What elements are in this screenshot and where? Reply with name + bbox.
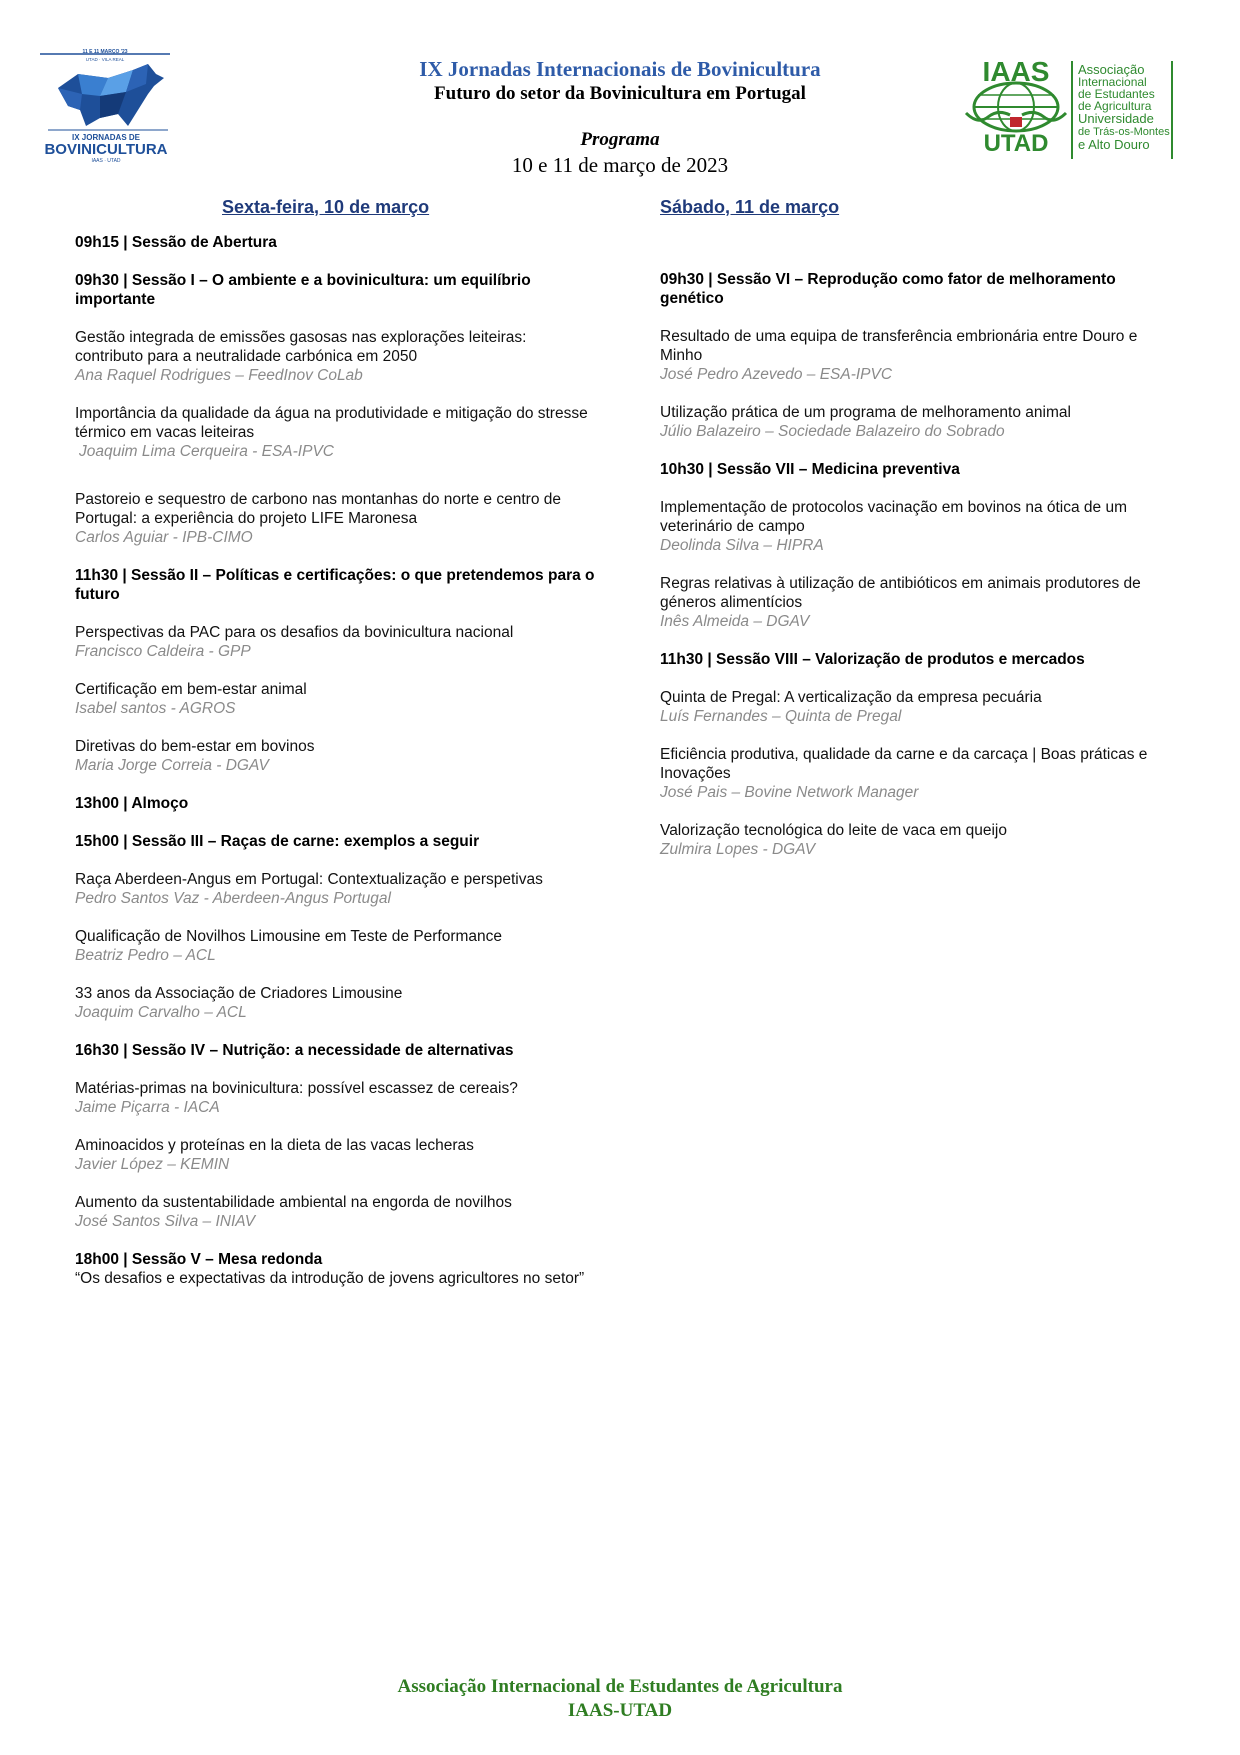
talk-item xyxy=(75,1193,595,1231)
talk-speaker: Ana Raquel Rodrigues – FeedInov CoLab xyxy=(75,367,363,384)
talk-title: Regras relativas à utilização de antibióticos em animais produtores de géneros alimentícios xyxy=(660,575,1141,611)
talk-speaker: Joaquim Lima Cerqueira - ESA-IPVC xyxy=(79,443,334,460)
session-heading: 18h00 | Sessão V – Mesa redonda xyxy=(75,1251,323,1268)
talk-title: Gestão integrada de emissões gasosas nas explorações leiteiras: contributo para a neutralidade carbónica em 2050 xyxy=(75,329,527,365)
talk-speaker: Luís Fernandes – Quinta de Pregal xyxy=(660,708,902,725)
talk-item xyxy=(75,1079,595,1117)
session-heading: 10h30 | Sessão VII – Medicina preventiva xyxy=(660,461,960,478)
talk-speaker: Carlos Aguiar - IPB-CIMO xyxy=(75,529,253,546)
talk-item xyxy=(75,623,595,661)
talk-item xyxy=(660,574,1180,631)
svg-text:UTAD · VILA REAL: UTAD · VILA REAL xyxy=(85,57,125,62)
svg-text:IX JORNADAS DE: IX JORNADAS DE xyxy=(71,133,141,142)
footer-acronym: IAAS-UTAD xyxy=(567,1700,673,1721)
talk-speaker: Maria Jorge Correia - DGAV xyxy=(75,757,269,774)
talk-speaker: José Santos Silva – INIAV xyxy=(75,1213,256,1230)
talk-title: Aumento da sustentabilidade ambiental na engorda de novilhos xyxy=(75,1194,512,1211)
talk-title: Certificação em bem-estar animal xyxy=(75,681,307,698)
session-heading: 09h15 | Sessão de Abertura xyxy=(75,234,277,251)
svg-text:IAAS · UTAD: IAAS · UTAD xyxy=(91,158,121,164)
talk-title: Diretivas do bem-estar em bovinos xyxy=(75,738,315,755)
talk-speaker: Isabel santos - AGROS xyxy=(75,700,236,717)
svg-text:11 E 11 MARÇO '23: 11 E 11 MARÇO '23 xyxy=(82,49,128,55)
event-dates: 10 e 11 de março de 2023 xyxy=(511,153,729,177)
talk-speaker: José Pedro Azevedo – ESA-IPVC xyxy=(660,366,893,383)
talk-title: 33 anos da Associação de Criadores Limousine xyxy=(75,985,403,1002)
page-header xyxy=(300,56,940,178)
talk-speaker: Javier López – KEMIN xyxy=(75,1156,230,1173)
svg-text:Associação: Associação xyxy=(1078,62,1145,77)
svg-text:de Trás-os-Montes: de Trás-os-Montes xyxy=(1078,126,1170,138)
session-heading: 11h30 | Sessão II – Políticas e certificações: o que pretendemos para o futuro xyxy=(75,567,595,603)
talk-speaker: Joaquim Carvalho – ACL xyxy=(75,1004,247,1021)
talk-speaker: Pedro Santos Vaz - Aberdeen-Angus Portugal xyxy=(75,890,391,907)
svg-text:Universidade: Universidade xyxy=(1078,111,1154,126)
talk-speaker: Francisco Caldeira - GPP xyxy=(75,643,251,660)
talk-speaker: Júlio Balazeiro – Sociedade Balazeiro do Sobrado xyxy=(660,423,1005,440)
svg-text:de Estudantes: de Estudantes xyxy=(1078,87,1155,101)
session-heading: 13h00 | Almoço xyxy=(75,795,189,812)
saturday-heading: Sábado, 11 de março xyxy=(660,197,840,217)
round-table-topic: “Os desafios e expectativas da introdução de jovens agricultores no setor” xyxy=(75,1270,585,1287)
talk-item xyxy=(660,403,1180,441)
talk-title: Perspectivas da PAC para os desafios da bovinicultura nacional xyxy=(75,624,514,641)
talk-item xyxy=(75,680,595,718)
talk-item xyxy=(75,328,595,385)
talk-title: Implementação de protocolos vacinação em bovinos na ótica de um veterinário de campo xyxy=(660,499,1127,535)
talk-title: Resultado de uma equipa de transferência embrionária entre Douro e Minho xyxy=(660,328,1138,364)
svg-text:Internacional: Internacional xyxy=(1078,75,1147,89)
talk-title: Pastoreio e sequestro de carbono nas montanhas do norte e centro de Portugal: a experiência do projeto LIFE Maronesa xyxy=(75,491,561,527)
talk-item xyxy=(75,737,595,775)
session-heading: 09h30 | Sessão VI – Reprodução como fator de melhoramento genético xyxy=(660,271,1116,307)
talk-item xyxy=(660,745,1180,802)
talk-title: Valorização tecnológica do leite de vaca em queijo xyxy=(660,822,1007,839)
event-title: IX Jornadas Internacionais de Bovinicultura xyxy=(419,57,821,81)
jornadas-bovinicultura-logo xyxy=(38,48,178,166)
talk-title: Raça Aberdeen-Angus em Portugal: Contextualização e perspetivas xyxy=(75,871,543,888)
talk-speaker: Zulmira Lopes - DGAV xyxy=(660,841,816,858)
saturday-column xyxy=(660,196,1180,859)
talk-item xyxy=(75,870,595,908)
talk-item xyxy=(75,490,595,547)
session-heading: 16h30 | Sessão IV – Nutrição: a necessidade de alternativas xyxy=(75,1042,514,1059)
talk-title: Aminoacidos y proteínas en la dieta de las vacas lecheras xyxy=(75,1137,474,1154)
session-heading: 11h30 | Sessão VIII – Valorização de produtos e mercados xyxy=(660,651,1085,668)
talk-item xyxy=(75,404,595,461)
svg-text:de Agricultura: de Agricultura xyxy=(1078,99,1152,113)
svg-text:e Alto Douro: e Alto Douro xyxy=(1078,137,1150,152)
talk-item xyxy=(75,984,595,1022)
session-heading: 15h00 | Sessão III – Raças de carne: exemplos a seguir xyxy=(75,833,480,850)
talk-item xyxy=(660,498,1180,555)
talk-item xyxy=(660,821,1180,859)
page-footer xyxy=(0,1675,1240,1723)
programa-label: Programa xyxy=(580,129,660,150)
talk-item xyxy=(75,927,595,965)
talk-item xyxy=(75,1136,595,1174)
talk-speaker: Deolinda Silva – HIPRA xyxy=(660,537,824,554)
svg-text:IAAS: IAAS xyxy=(982,56,1050,87)
footer-organization: Associação Internacional de Estudantes de Agricultura xyxy=(397,1676,843,1697)
talk-speaker: Beatriz Pedro – ACL xyxy=(75,947,216,964)
talk-item xyxy=(660,688,1180,726)
talk-item xyxy=(660,327,1180,384)
talk-speaker: José Pais – Bovine Network Manager xyxy=(660,784,919,801)
event-subtitle: Futuro do setor da Bovinicultura em Portugal xyxy=(434,83,806,104)
talk-title: Utilização prática de um programa de melhoramento animal xyxy=(660,404,1071,421)
talk-title: Eficiência produtiva, qualidade da carne e da carcaça | Boas práticas e Inovações xyxy=(660,746,1148,782)
talk-title: Importância da qualidade da água na produtividade e mitigação do stresse térmico em vacas leiteiras xyxy=(75,405,588,441)
talk-speaker: Jaime Piçarra - IACA xyxy=(75,1099,220,1116)
talk-title: Quinta de Pregal: A verticalização da empresa pecuária xyxy=(660,689,1042,706)
talk-title: Qualificação de Novilhos Limousine em Teste de Performance xyxy=(75,928,503,945)
session-heading: 09h30 | Sessão I – O ambiente e a bovinicultura: um equilíbrio importante xyxy=(75,272,531,308)
svg-text:UTAD: UTAD xyxy=(983,130,1049,157)
iaas-utad-logo xyxy=(958,55,1188,173)
talk-title: Matérias-primas na bovinicultura: possível escassez de cereais? xyxy=(75,1080,518,1097)
svg-text:BOVINICULTURA: BOVINICULTURA xyxy=(44,141,168,158)
friday-heading: Sexta-feira, 10 de março xyxy=(222,197,430,217)
friday-column xyxy=(75,196,595,1288)
talk-speaker: Inês Almeida – DGAV xyxy=(660,613,810,630)
